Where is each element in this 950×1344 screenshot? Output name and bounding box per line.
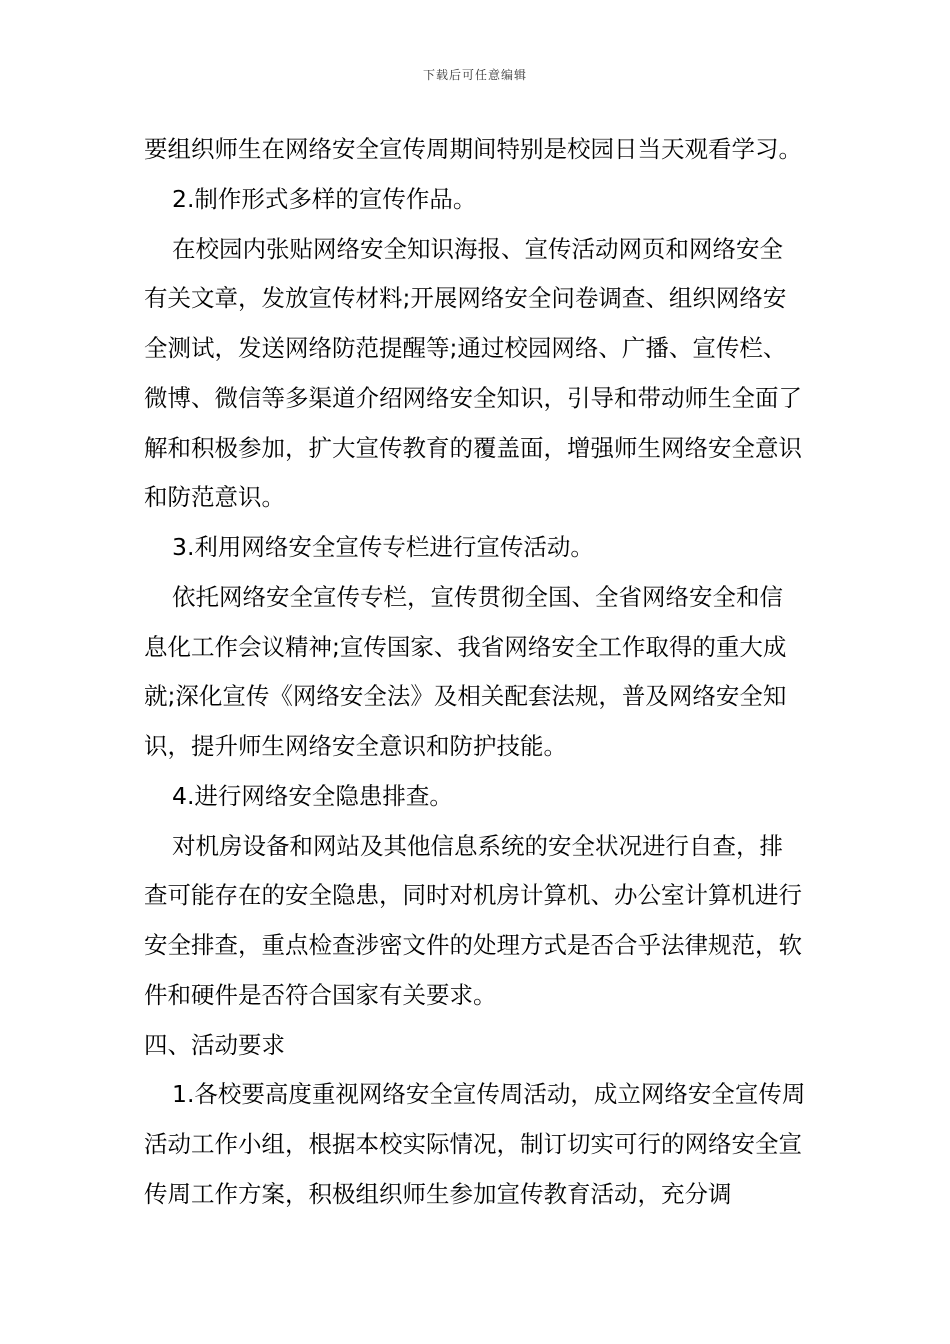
paragraph-4: 3.利用网络安全宣传专栏进行宣传活动。	[172, 533, 594, 561]
paragraph-3: 在校园内张贴网络安全知识海报、宣传活动网页和网络安全有关文章，发放宣传材料;开展网络安全问卷调查、组织网络安全测试，发送网络防范提醒等;通过校园网络、广播、宣传栏、微博、微信等多渠道介绍网络安全知识，引导和带动师生全面了解和积极参加，扩大宣传教育的覆盖面，增强师生网络安全意识和防范意识。	[144, 234, 802, 512]
paragraph-7: 对机房设备和网站及其他信息系统的安全状况进行自查，排查可能存在的安全隐患，同时对机房计算机、办公室计算机进行安全排查，重点检查涉密文件的处理方式是否合乎法律规范，软件和硬件是否符合国家有关要求。	[144, 831, 802, 1009]
paragraph-1: 要组织师生在网络安全宣传周期间特别是校园日当天观看学习。	[144, 135, 802, 163]
paragraph-6: 4.进行网络安全隐患排查。	[172, 781, 453, 810]
paragraph-9: 1.各校要高度重视网络安全宣传周活动，成立网络安全宣传周活动工作小组，根据本校实际情况，制订切实可行的网络安全宣传周工作方案，积极组织师生参加宣传教育活动，充分调	[144, 1080, 806, 1208]
section-heading: 四、活动要求	[144, 1030, 285, 1059]
paragraph-5: 依托网络安全宣传专栏，宣传贯彻全国、全省网络安全和信息化工作会议精神;宣传国家、我省网络安全工作取得的重大成就;深化宣传《网络安全法》及相关配套法规，普及网络安全知识，提升师生网络安全意识和防护技能。	[144, 582, 787, 760]
page-header: 下载后可任意编辑	[422, 68, 527, 82]
paragraph-2: 2.制作形式多样的宣传作品。	[172, 184, 477, 213]
document-body	[144, 125, 806, 1220]
